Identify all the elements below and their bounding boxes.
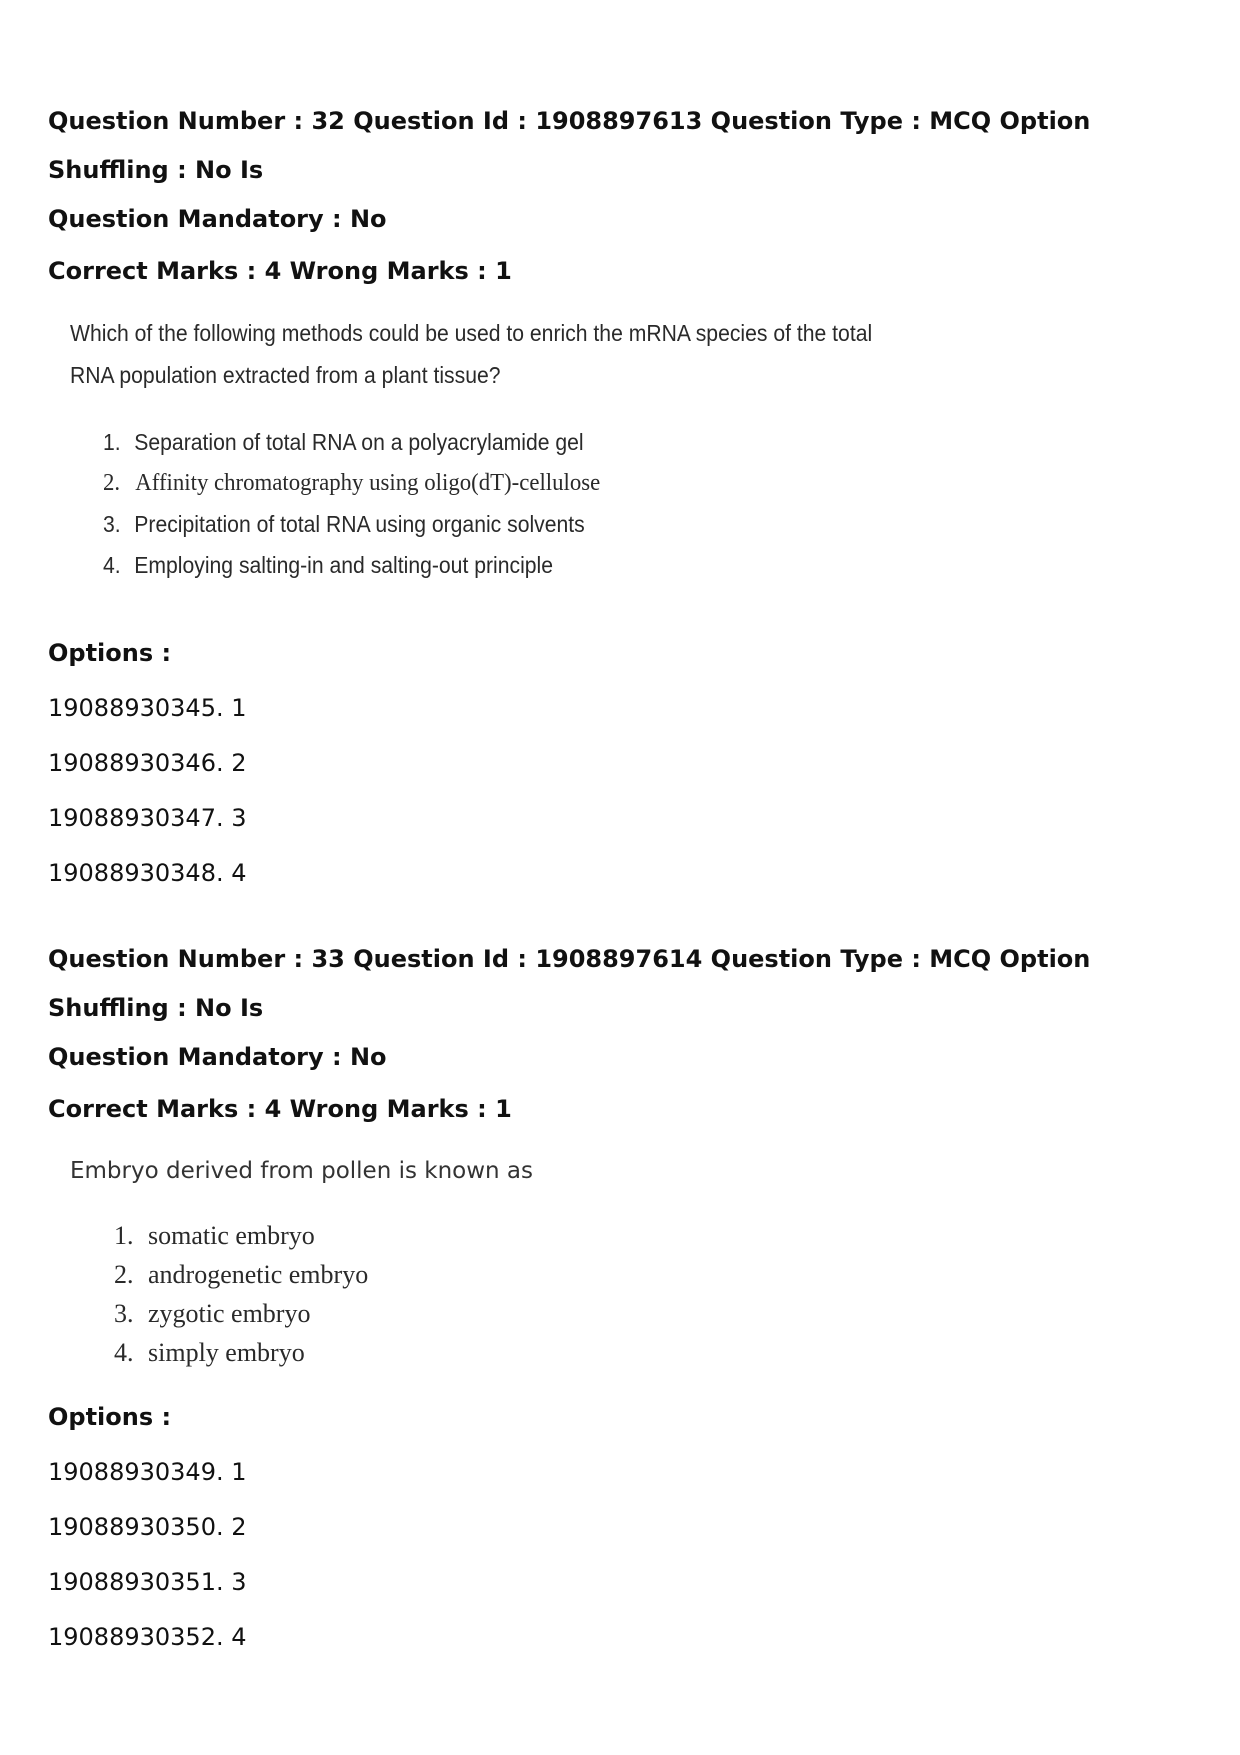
option-item: 19088930349. 1 <box>48 1458 247 1486</box>
choice-text: simply embryo <box>148 1338 305 1367</box>
choice-text: somatic embryo <box>148 1221 315 1250</box>
option-item: 19088930348. 4 <box>48 859 247 887</box>
choice-text: Employing salting-in and salting-out principle <box>134 552 554 578</box>
option-item: 19088930350. 2 <box>48 1513 247 1541</box>
options-label: Options : <box>48 1403 172 1431</box>
question-mandatory: Question Mandatory : No <box>48 205 387 233</box>
choice-number: 1. <box>103 429 121 455</box>
question-mandatory: Question Mandatory : No <box>48 1043 387 1071</box>
choice-number: 3. <box>103 511 121 537</box>
choice-number: 3. <box>114 1299 134 1328</box>
options-list <box>48 1457 1208 1652</box>
question-block <box>48 935 1208 1652</box>
question-marks: Correct Marks : 4 Wrong Marks : 1 <box>48 1095 512 1123</box>
choice-item <box>103 463 1153 504</box>
question-stem: Embryo derived from pollen is known as <box>70 1158 534 1184</box>
choice-text: zygotic embryo <box>148 1299 311 1328</box>
choice-item <box>103 545 1120 586</box>
question-stem: Which of the following methods could be used to enrich the mRNA species of the total RNA population extracted from a plant tissue? <box>70 320 873 388</box>
choice-number: 4. <box>103 552 121 578</box>
choice-item <box>114 1216 1208 1255</box>
choice-list <box>114 1216 1208 1372</box>
choice-item <box>114 1294 1208 1333</box>
choice-item <box>103 504 1120 545</box>
option-item: 19088930346. 2 <box>48 749 247 777</box>
option-item: 19088930351. 3 <box>48 1568 247 1596</box>
options-label: Options : <box>48 639 172 667</box>
question-header: Question Number : 32 Question Id : 1908897613 Question Type : MCQ Option Shuffling : No Is <box>48 107 1091 184</box>
question-block <box>48 97 1208 888</box>
question-marks: Correct Marks : 4 Wrong Marks : 1 <box>48 257 512 285</box>
choice-text: androgenetic embryo <box>148 1260 369 1289</box>
choice-item <box>114 1255 1208 1294</box>
choice-text: Affinity chromatography using oligo(dT)-cellulose <box>135 470 601 496</box>
choice-list <box>103 422 1208 586</box>
choice-number: 2. <box>103 470 121 496</box>
choice-text: Separation of total RNA on a polyacrylamide gel <box>134 429 584 455</box>
question-image <box>70 1150 1208 1372</box>
choice-text: Precipitation of total RNA using organic solvents <box>134 511 585 537</box>
choice-number: 4. <box>114 1338 134 1367</box>
option-item: 19088930352. 4 <box>48 1623 247 1651</box>
choice-number: 2. <box>114 1260 134 1289</box>
question-header: Question Number : 33 Question Id : 1908897614 Question Type : MCQ Option Shuffling : No Is <box>48 945 1091 1022</box>
question-image <box>70 312 1208 586</box>
option-item: 19088930347. 3 <box>48 804 247 832</box>
choice-number: 1. <box>114 1221 134 1250</box>
choice-item <box>114 1333 1208 1372</box>
option-item: 19088930345. 1 <box>48 694 247 722</box>
choice-item <box>103 422 1120 463</box>
options-list <box>48 693 1208 888</box>
